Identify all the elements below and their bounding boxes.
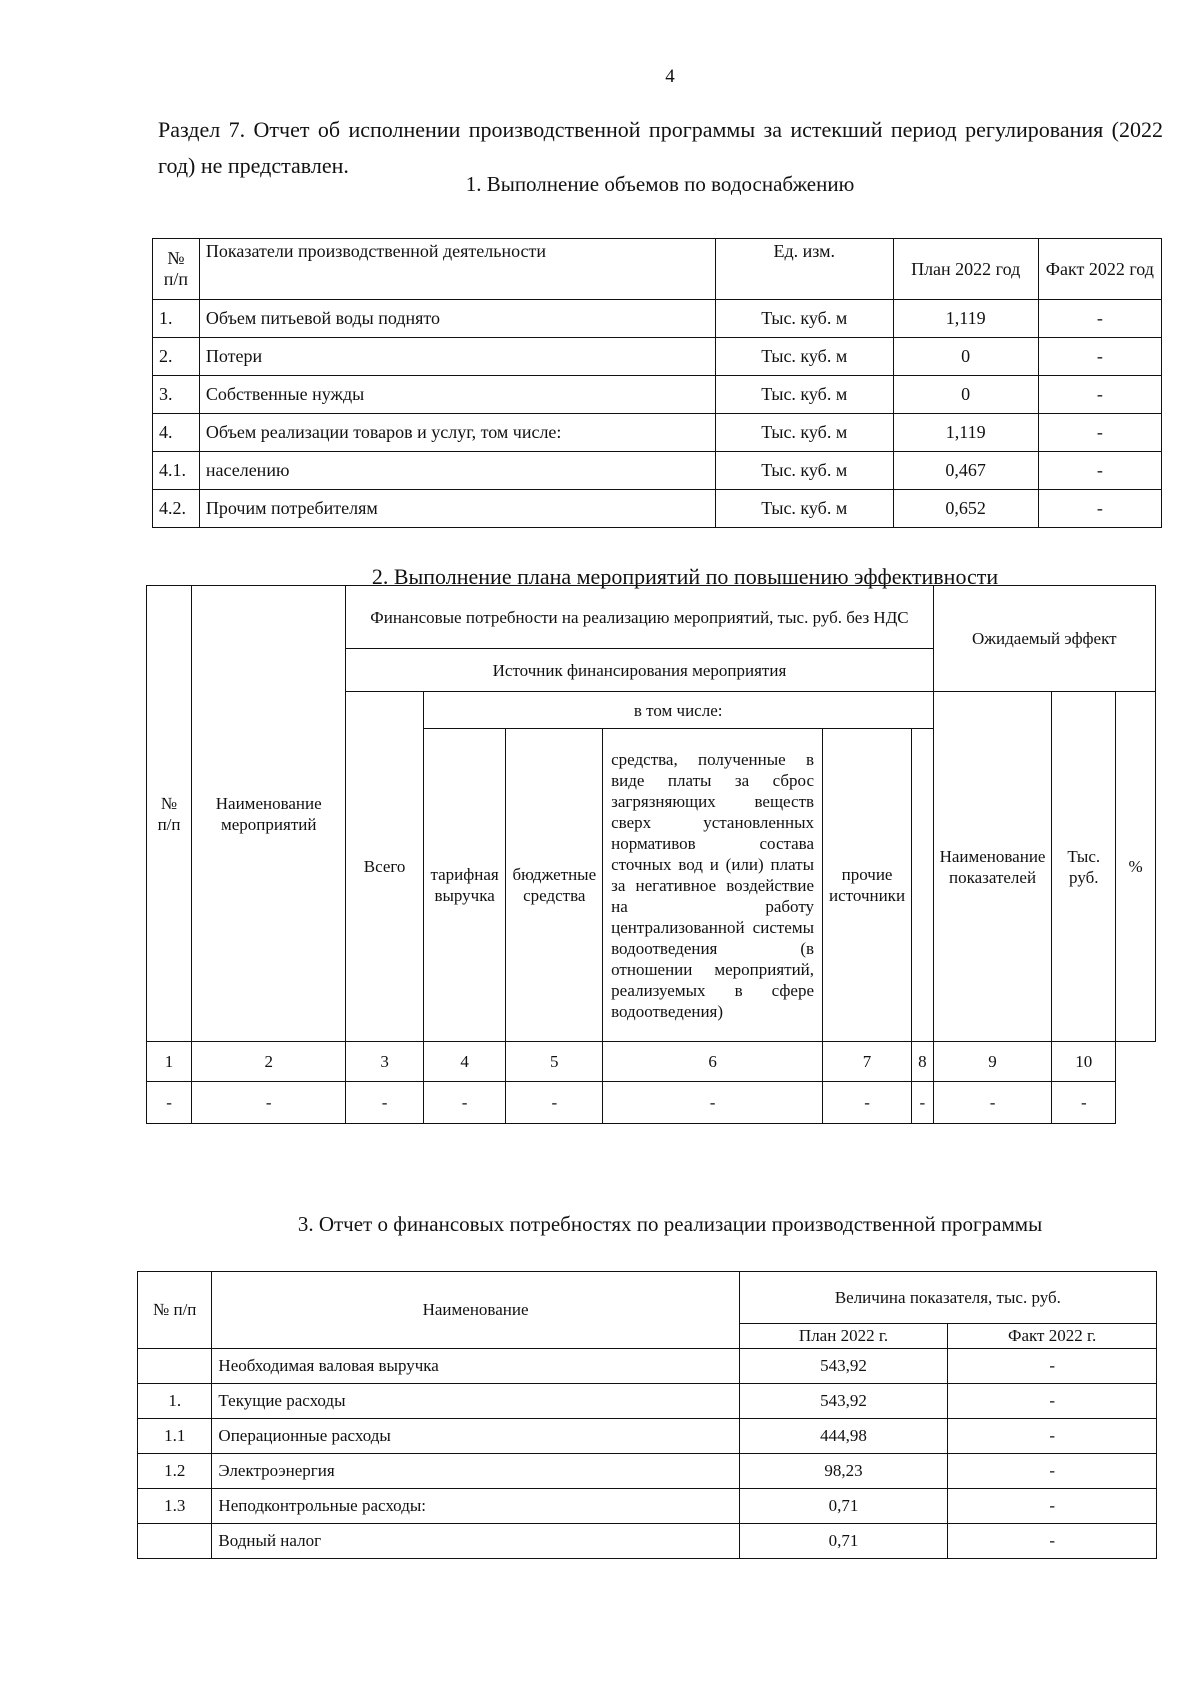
row-number: 1. — [153, 300, 200, 338]
table-cell: - — [603, 1082, 823, 1124]
row-fact: - — [948, 1419, 1157, 1454]
including-header: в том числе: — [423, 692, 933, 729]
col-number: 1 — [147, 1042, 192, 1082]
table-cell: - — [506, 1082, 603, 1124]
col-num-header: № п/п — [138, 1272, 212, 1349]
table-row — [138, 1384, 1157, 1419]
col-number: 9 — [933, 1042, 1052, 1082]
percent-header: % — [1116, 692, 1156, 1042]
row-plan: 543,92 — [739, 1349, 948, 1384]
col-number: 10 — [1052, 1042, 1116, 1082]
table-row — [138, 1419, 1157, 1454]
row-plan: 98,23 — [739, 1454, 948, 1489]
table-row — [147, 1082, 1156, 1124]
row-number: 2. — [153, 338, 200, 376]
col-indicator-header: Показатели производственной деятельности — [199, 239, 715, 300]
row-number: 4.1. — [153, 452, 200, 490]
row-fact: - — [1038, 452, 1161, 490]
value-header: Величина показателя, тыс. руб. — [739, 1272, 1156, 1324]
col-number: 3 — [346, 1042, 423, 1082]
col-num-header: № п/п — [153, 239, 200, 300]
row-plan: 0 — [893, 338, 1038, 376]
pollution-fees-header: средства, полученные в виде платы за сброс загрязняющих веществ сверх установленных нормативов состава сточных вод и (или) платы за негативное воздействие на работу централизованной системы водоотведения (в отношении мероприятий, реализуемых в сфере водоотведения) — [603, 729, 823, 1042]
row-unit: Тыс. куб. м — [715, 300, 893, 338]
row-name: Водный налог — [212, 1524, 739, 1559]
row-name: Потери — [199, 338, 715, 376]
row-unit: Тыс. куб. м — [715, 414, 893, 452]
row-unit: Тыс. куб. м — [715, 338, 893, 376]
row-plan: 0,71 — [739, 1489, 948, 1524]
table-header-row — [153, 239, 1162, 300]
row-name: Неподконтрольные расходы: — [212, 1489, 739, 1524]
row-number: 4. — [153, 414, 200, 452]
table-cell: - — [823, 1082, 912, 1124]
section3-title: 3. Отчет о финансовых потребностях по реализации производственной программы — [297, 1212, 1043, 1236]
col-name-header: Наименование мероприятий — [192, 586, 346, 1042]
row-unit: Тыс. куб. м — [715, 452, 893, 490]
row-name: Необходимая валовая выручка — [212, 1349, 739, 1384]
table-row — [153, 300, 1162, 338]
row-unit: Тыс. куб. м — [715, 490, 893, 528]
col-fact-header: Факт 2022 год — [1038, 239, 1161, 300]
row-number: 1.1 — [138, 1419, 212, 1454]
table-row — [138, 1489, 1157, 1524]
table-cell: - — [346, 1082, 423, 1124]
financial-needs-header: Финансовые потребности на реализацию мероприятий, тыс. руб. без НДС — [346, 586, 933, 649]
tariff-revenue-header: тарифная выручка — [423, 729, 506, 1042]
table-cell: - — [933, 1082, 1052, 1124]
efficiency-plan-table — [146, 585, 1156, 1124]
row-fact: - — [1038, 376, 1161, 414]
row-number: 1.3 — [138, 1489, 212, 1524]
row-name: Электроэнергия — [212, 1454, 739, 1489]
col-number: 8 — [912, 1042, 934, 1082]
row-name: Собственные нужды — [199, 376, 715, 414]
row-plan: 1,119 — [893, 414, 1038, 452]
row-plan: 0,467 — [893, 452, 1038, 490]
indicator-name-header: Наименование показателей — [933, 692, 1052, 1042]
col-plan-header: План 2022 год — [893, 239, 1038, 300]
row-fact: - — [948, 1384, 1157, 1419]
table-row — [153, 452, 1162, 490]
section2-title: 2. Выполнение плана мероприятий по повышению эффективности — [371, 564, 999, 589]
row-fact: - — [1038, 414, 1161, 452]
row-unit: Тыс. куб. м — [715, 376, 893, 414]
row-name: Объем питьевой воды поднято — [199, 300, 715, 338]
fact-header: Факт 2022 г. — [948, 1324, 1157, 1349]
table-cell: - — [1052, 1082, 1116, 1124]
row-name: населению — [199, 452, 715, 490]
col-number: 4 — [423, 1042, 506, 1082]
section-intro: Раздел 7. Отчет об исполнении производственной программы за истекший период регулирования (2022 год) не представлен. — [158, 117, 1163, 178]
row-name: Прочим потребителям — [199, 490, 715, 528]
other-sources-header: прочие источники — [823, 729, 912, 1042]
table-row — [153, 338, 1162, 376]
row-name: Операционные расходы — [212, 1419, 739, 1454]
table-row — [138, 1454, 1157, 1489]
table-header-row — [147, 586, 1156, 649]
row-plan: 444,98 — [739, 1419, 948, 1454]
row-name: Текущие расходы — [212, 1384, 739, 1419]
row-number: 1.2 — [138, 1454, 212, 1489]
financial-needs-table — [137, 1271, 1157, 1559]
expected-effect-header: Ожидаемый эффект — [933, 586, 1155, 692]
row-number: 3. — [153, 376, 200, 414]
section1-title: 1. Выполнение объемов по водоснабжению — [465, 172, 855, 196]
col-number: 2 — [192, 1042, 346, 1082]
plan-header: План 2022 г. — [739, 1324, 948, 1349]
table-row — [153, 376, 1162, 414]
water-supply-body — [153, 239, 1162, 528]
table-header-row — [138, 1272, 1157, 1324]
table-cell: - — [192, 1082, 346, 1124]
row-plan: 1,119 — [893, 300, 1038, 338]
water-supply-table — [152, 238, 1162, 528]
budget-funds-header: бюджетные средства — [506, 729, 603, 1042]
row-number — [138, 1349, 212, 1384]
financial-needs-body — [138, 1272, 1157, 1559]
row-name: Объем реализации товаров и услуг, том числе: — [199, 414, 715, 452]
funding-source-header: Источник финансирования мероприятия — [346, 649, 933, 692]
row-fact: - — [1038, 338, 1161, 376]
col-num-header: № п/п — [147, 586, 192, 1042]
row-fact: - — [1038, 300, 1161, 338]
row-plan: 543,92 — [739, 1384, 948, 1419]
row-fact: - — [948, 1524, 1157, 1559]
row-plan: 0 — [893, 376, 1038, 414]
row-number: 4.2. — [153, 490, 200, 528]
thousand-rub-header: Тыс. руб. — [1052, 692, 1116, 1042]
row-fact: - — [948, 1454, 1157, 1489]
col-number: 6 — [603, 1042, 823, 1082]
table-cell: - — [147, 1082, 192, 1124]
row-fact: - — [948, 1489, 1157, 1524]
col-number: 7 — [823, 1042, 912, 1082]
column-number-row — [147, 1042, 1156, 1082]
row-plan: 0,71 — [739, 1524, 948, 1559]
row-number: 1. — [138, 1384, 212, 1419]
page-number: 4 — [665, 66, 675, 87]
table-row — [153, 490, 1162, 528]
col-unit-header: Ед. изм. — [715, 239, 893, 300]
table-row — [153, 414, 1162, 452]
row-plan: 0,652 — [893, 490, 1038, 528]
table-cell: - — [912, 1082, 934, 1124]
total-header: Всего — [346, 692, 423, 1042]
col-name-header: Наименование — [212, 1272, 739, 1349]
row-fact: - — [1038, 490, 1161, 528]
col-number: 5 — [506, 1042, 603, 1082]
table-row — [138, 1524, 1157, 1559]
row-fact: - — [948, 1349, 1157, 1384]
row-number — [138, 1524, 212, 1559]
table-row — [138, 1349, 1157, 1384]
table-cell: - — [423, 1082, 506, 1124]
